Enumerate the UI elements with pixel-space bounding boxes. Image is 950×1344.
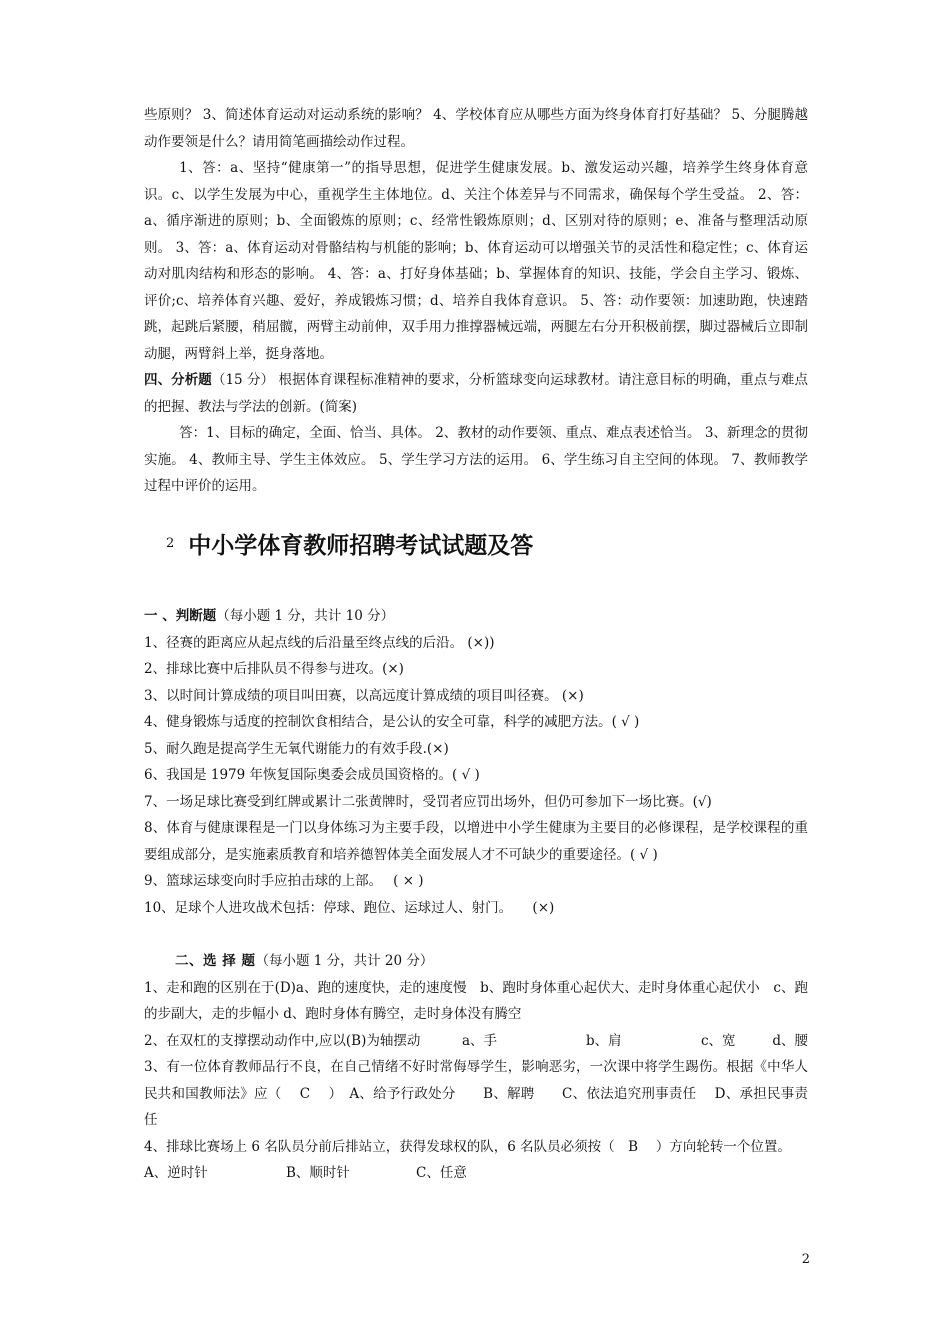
short-answer-block: [144, 102, 808, 500]
section-four-text: （15 分） 根据体育课程标准精神的要求，分析篮球变向运球教材。请注意目标的明确，重点与难点的把握、教法与学法的创新。(简案): [144, 372, 808, 415]
judgment-item: 9、篮球运球变向时手应拍击球的上部。 ( × ): [144, 873, 424, 889]
section-number: 2: [166, 536, 175, 551]
choice-question-4-options: [144, 1160, 808, 1187]
choice-heading-line: [144, 948, 808, 975]
judgment-item: 6、我国是 1979 年恢复国际奥委会成员国资格的。( √ ): [144, 767, 480, 783]
choice-heading: 二、选 择 题: [175, 953, 256, 969]
question-continuation: 些原则？ 3、简述体育运动对运动系统的影响？ 4、学校体育应从哪些方面为终身体育打好基础？ 5、分腿腾越动作要领是什么？请用简笔画描绘动作过程。: [144, 107, 808, 150]
judgment-item: 3、以时间计算成绩的项目叫田赛，以高远度计算成绩的项目叫径赛。 (×): [144, 687, 584, 704]
judgment-heading: 一 、判断题: [144, 608, 217, 624]
choice-option: B、顺时针: [286, 1165, 350, 1181]
judgment-heading-line: [144, 603, 808, 630]
choice-option: d、腰: [772, 1032, 808, 1049]
section-title-text: 中小学体育教师招聘考试试题及答: [188, 533, 534, 559]
choice-question-4: 4、排球比赛场上 6 名队员分前后排站立，获得发球权的队，6 名队员必须按（ B ）方向轮转一个位置。: [144, 1138, 791, 1155]
section-title: [144, 526, 808, 562]
answers-paragraph: 1、答：a、坚持“健康第一”的指导思想，促进学生健康发展。b、激发运动兴趣，培养学生终身体育意识。c、以学生发展为中心，重视学生主体地位。d、关注个体差异与不同需求，确保每个学生受益。 2、答：a、循序渐进的原则；b、全面锻炼的原则；c、经常性锻炼原则；d、区别对待的原则；e、准备与整理活动原则。 3、答：a、体育运动对骨骼结构与机能的影响；b、体育运动可以增强关节的灵活性和稳定性；c、体育运动对肌肉结构和形态的影响。 4、答：a、打好身体基础；b、掌握体育的知识、技能，学会自主学习、锻炼、评价;c、培养体育兴趣、爱好，养成锻炼习惯；d、培养自我体育意识。 5、答：动作要领：加速助跑，快速踏跳，起跳后紧腰，稍屈髋，两臂主动前伸，双手用力推撑器械远端，两腿左右分开积极前摆，脚过器械后立即制动腿，两臂斜上举，挺身落地。: [144, 160, 808, 362]
judgment-item: 1、径赛的距离应从起点线的后沿量至终点线的后沿。 (×)): [144, 634, 495, 651]
choice-option: b、肩: [586, 1032, 622, 1049]
judgment-item: 2、排球比赛中后排队员不得参与进攻。(×): [144, 661, 404, 677]
judgment-item: 7、一场足球比赛受到红牌或累计二张黄牌时，受罚者应罚出场外，但仍可参加下一场比赛。(√): [144, 793, 712, 810]
choice-option: a、手: [462, 1032, 498, 1049]
choice-question-2: [144, 1028, 808, 1055]
choice-question-3: 3、有一位体育教师品行不良，在自己情绪不好时常侮辱学生，影响恶劣，一次课中将学生踢伤。根据《中华人民共和国教师法》应（ C ） A、给予行政处分 B、解聘 C、依法追究刑事责任 D、承担民事责任: [144, 1059, 808, 1128]
choice-question-2-stem: 2、在双杠的支撑摆动动作中,应以(B)为轴摆动: [144, 1032, 421, 1049]
page-number: 2: [801, 1252, 810, 1267]
choice-section: [144, 948, 808, 1187]
choice-option: A、逆时针: [144, 1165, 208, 1181]
choice-option: C、任意: [416, 1165, 467, 1181]
judgment-section: [144, 603, 808, 921]
analysis-answer: 答：1、目标的确定，全面、恰当、具体。 2、教材的动作要领、重点、难点表述恰当。 3、新理念的贯彻实施。 4、教师主导、学生主体效应。 5、学生学习方法的运用。 6、学生练习自主空间的体现。 7、教师教学过程中评价的运用。: [144, 425, 808, 494]
choice-note: （每小题 1 分，共计 20 分）: [255, 953, 434, 969]
judgment-note: （每小题 1 分，共计 10 分）: [216, 608, 395, 624]
section-four-heading: 四、分析题: [144, 372, 212, 388]
judgment-item: 8、体育与健康课程是一门以身体练习为主要手段，以增进中小学生健康为主要目的必修课程，是学校课程的重要组成部分，是实施素质教育和培养德智体美全面发展人才不可缺少的重要途径。( √ ): [144, 820, 808, 863]
analysis-question: [144, 367, 808, 420]
choice-question-1: 1、走和跑的区别在于(D)a、跑的速度快，走的速度慢 b、跑时身体重心起伏大、走时身体重心起伏小 c、跑的步副大，走的步幅小 d、跑时身体有腾空，走时身体没有腾空: [144, 979, 808, 1022]
judgment-item: 4、健身锻炼与适度的控制饮食相结合，是公认的安全可靠，科学的减肥方法。( √ ): [144, 714, 640, 730]
choice-option: c、宽: [701, 1032, 736, 1049]
judgment-item: 5、耐久跑是提高学生无氧代谢能力的有效手段.(×): [144, 740, 449, 757]
judgment-item: 10、足球个人进攻战术包括：停球、跑位、运球过人、射门。 (×): [144, 899, 555, 916]
